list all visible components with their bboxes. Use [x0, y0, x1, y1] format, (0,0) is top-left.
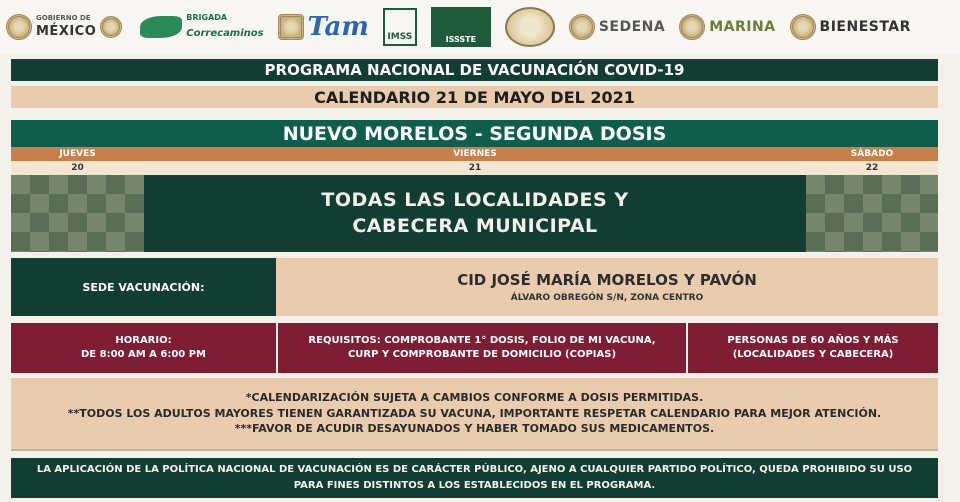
day-numbers-row	[11, 161, 938, 175]
localidades-text: TODAS LAS LOCALIDADES Y CABECERA MUNICIPAL	[321, 188, 629, 237]
imss-text: IMSS	[387, 32, 413, 42]
gobierno-small-text: GOBIERNO DE	[36, 13, 91, 22]
day-name-friday: VIERNES	[453, 149, 497, 159]
issste-logo	[431, 5, 491, 49]
imss-logo	[383, 5, 417, 49]
note-1: *CALENDARIZACIÓN SUJETA A CAMBIOS CONFORME A DOSIS PERMITIDAS.	[245, 391, 704, 405]
horario-value: DE 8:00 AM A 6:00 PM	[81, 349, 206, 360]
shield-icon	[278, 14, 304, 40]
tam-text: Tam	[307, 12, 369, 42]
sede-label: SEDE VACUNACIÓN:	[11, 258, 276, 316]
calendar-date-banner: CALENDARIO 21 DE MAYO DEL 2021	[11, 86, 938, 108]
seal-icon	[6, 14, 32, 40]
pattern-cell-thursday	[11, 175, 144, 252]
seal-icon	[100, 16, 122, 38]
bird-icon	[140, 16, 182, 38]
note-2: **TODOS LOS ADULTOS MAYORES TIENEN GARANTIZADA SU VACUNA, IMPORTANTE RESPETAR CALENDARIO PARA MEJOR ATENCIÓN.	[67, 406, 882, 420]
sede-value	[276, 258, 938, 316]
legal-footer: LA APLICACIÓN DE LA POLÍTICA NACIONAL DE VACUNACIÓN ES DE CARÁCTER PÚBLICO, AJENO A CUALQUIER PARTIDO POLÍTICO, QUEDA PROHIBIDO SU USO PARA FINES DISTINTOS A LOS ESTABLECIDOS EN EL PROGRAMA.	[11, 458, 938, 498]
sede-name: CID JOSÉ MARÍA MORELOS Y PAVÓN	[457, 271, 757, 289]
sede-address: ÁLVARO OBREGÓN S/N, ZONA CENTRO	[510, 293, 704, 303]
sedena-logo	[569, 5, 665, 49]
requisitos-text: REQUISITOS: COMPROBANTE 1° DOSIS, FOLIO DE MI VACUNA, CURP Y COMPROBANTE DE DOMICILIO (COPIAS)	[308, 334, 656, 360]
horario-label: HORARIO:	[115, 334, 172, 346]
marina-logo	[679, 5, 775, 49]
day-number-thursday: 20	[71, 163, 84, 173]
campaign-title: NUEVO MORELOS - SEGUNDA DOSIS	[11, 120, 938, 147]
brigada-small-text: BRIGADA	[186, 13, 228, 23]
personas-text: PERSONAS DE 60 AÑOS Y MÁS (LOCALIDADES Y CABECERA)	[727, 334, 899, 360]
eagle-icon	[505, 7, 555, 47]
seal-icon	[569, 14, 595, 40]
eagle-emblem	[505, 5, 555, 49]
bienestar-logo	[790, 5, 911, 49]
seal-icon	[679, 14, 705, 40]
program-banner: PROGRAMA NACIONAL DE VACUNACIÓN COVID-19	[11, 59, 938, 81]
bienestar-text: BIENESTAR	[819, 19, 911, 35]
localidades-cell	[144, 175, 806, 252]
pattern-cell-saturday	[806, 175, 938, 252]
notes-box	[11, 378, 938, 451]
gobierno-big-text: MÉXICO	[36, 24, 97, 40]
day-number-saturday: 22	[865, 163, 879, 173]
day-name-saturday: SÁBADO	[850, 149, 894, 159]
day-number-friday: 21	[468, 163, 482, 173]
brigada-logo	[140, 5, 263, 49]
marina-text: MARINA	[709, 19, 776, 35]
sedena-text: SEDENA	[598, 19, 666, 35]
day-name-thursday: JUEVES	[59, 149, 96, 159]
issste-text: ISSSTE	[445, 35, 477, 44]
brigada-big-text: Correcaminos	[186, 27, 264, 39]
personas-cell	[688, 323, 938, 373]
seal-icon	[790, 14, 816, 40]
logo-strip	[0, 0, 960, 54]
requisitos-cell	[278, 323, 686, 373]
note-3: ***FAVOR DE ACUDIR DESAYUNADOS Y HABER TOMADO SUS MEDICAMENTOS.	[234, 422, 715, 436]
tamaulipas-logo	[278, 5, 369, 49]
horario-cell	[11, 323, 276, 373]
gobierno-mexico-logo	[6, 5, 126, 49]
day-names-row	[11, 147, 938, 161]
